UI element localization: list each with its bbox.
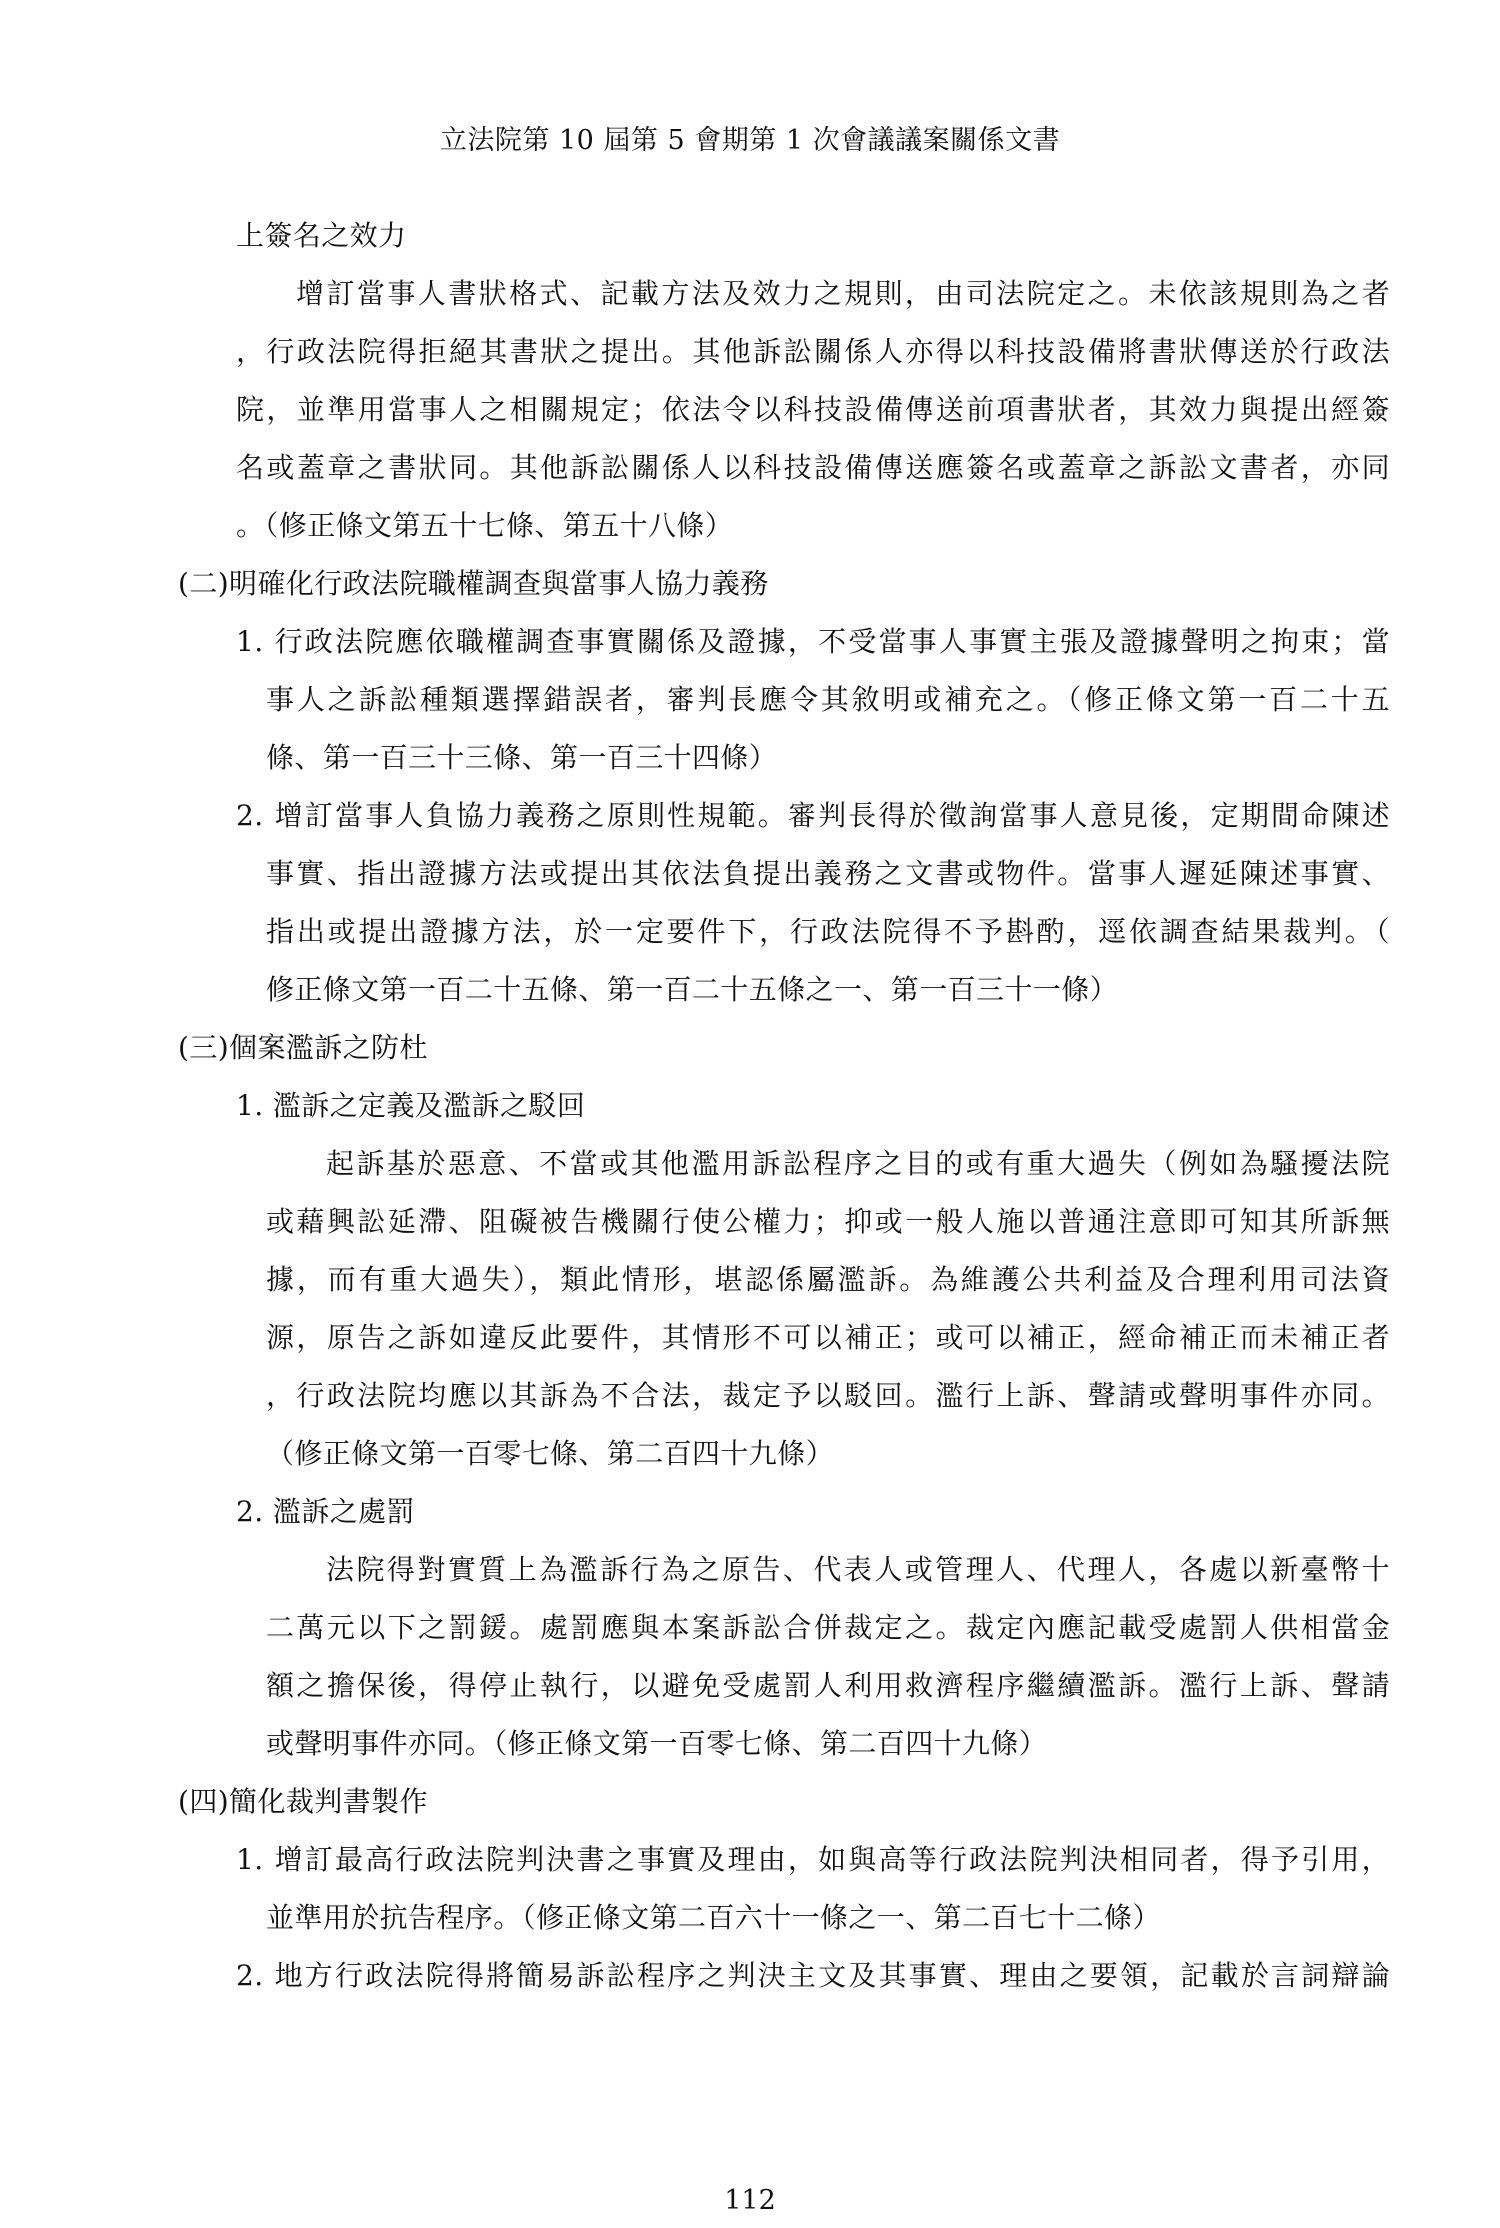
text-line: 指出或提出證據方法，於一定要件下，行政法院得不予斟酌，逕依調查結果裁判。（ [266,915,1390,948]
text-line: 增訂當事人書狀格式、記載方法及效力之規則，由司法院定之。未依該規則為之者 [296,277,1390,310]
list-item: 1. 濫訴之定義及濫訴之駁回 [236,1089,586,1122]
text-line: 。（修正條文第五十七條、第五十八條） [236,509,734,542]
section-heading: (四)簡化裁判書製作 [178,1785,428,1818]
text-line: 院，並準用當事人之相關規定；依法令以科技設備傳送前項書狀者，其效力與提出經簽 [236,393,1390,426]
page-number: 112 [724,2185,776,2216]
text-line: 修正條文第一百二十五條、第一百二十五條之一、第一百三十一條） [266,973,1119,1006]
list-item: 2. 濫訴之處罰 [236,1495,415,1528]
list-item: 1. 行政法院應依職權調查事實關係及證據，不受當事人事實主張及證據聲明之拘束；當 [236,625,1390,658]
text-line: 據，而有重大過失），類此情形，堪認係屬濫訴。為維護公共利益及合理利用司法資 [266,1263,1390,1296]
text-line: （修正條文第一百零七條、第二百四十九條） [266,1437,835,1470]
text-line: ，行政法院均應以其訴為不合法，裁定予以駁回。濫行上訴、聲請或聲明事件亦同。 [266,1379,1390,1412]
text-line: 二萬元以下之罰鍰。處罰應與本案訴訟合併裁定之。裁定內應記載受處罰人供相當金 [266,1611,1390,1644]
text-line: 額之擔保後，得停止執行，以避免受處罰人利用救濟程序繼續濫訴。濫行上訴、聲請 [266,1669,1390,1702]
text-line: 或聲明事件亦同。（修正條文第一百零七條、第二百四十九條） [266,1727,1048,1760]
text-line: 上簽名之效力 [236,219,407,252]
section-heading: (二)明確化行政法院職權調查與當事人協力義務 [178,567,769,600]
text-line: 法院得對實質上為濫訴行為之原告、代表人或管理人、代理人，各處以新臺幣十 [326,1553,1390,1586]
section-heading: (三)個案濫訴之防杜 [178,1031,428,1064]
text-line: 起訴基於惡意、不當或其他濫用訴訟程序之目的或有重大過失（例如為騷擾法院 [326,1147,1390,1180]
list-item: 2. 地方行政法院得將簡易訴訟程序之判決主文及其事實、理由之要領，記載於言詞辯論 [236,1959,1390,1992]
text-line: 名或蓋章之書狀同。其他訴訟關係人以科技設備傳送應簽名或蓋章之訴訟文書者，亦同 [236,451,1390,484]
text-line: ，行政法院得拒絕其書狀之提出。其他訴訟關係人亦得以科技設備將書狀傳送於行政法 [236,335,1390,368]
page-header: 立法院第 10 屆第 5 會期第 1 次會議議案關係文書 [439,125,1061,156]
list-item: 2. 增訂當事人負協力義務之原則性規範。審判長得於徵詢當事人意見後，定期間命陳述 [236,799,1390,832]
text-line: 並準用於抗告程序。（修正條文第二百六十一條之一、第二百七十二條） [266,1901,1161,1934]
text-line: 事人之訴訟種類選擇錯誤者，審判長應令其敘明或補充之。（修正條文第一百二十五 [266,683,1390,716]
text-line: 源，原告之訴如違反此要件，其情形不可以補正；或可以補正，經命補正而未補正者 [266,1321,1390,1354]
text-line: 條、第一百三十三條、第一百三十四條） [266,741,778,774]
text-line: 事實、指出證據方法或提出其依法負提出義務之文書或物件。當事人遲延陳述事實、 [266,857,1390,890]
list-item: 1. 增訂最高行政法院判決書之事實及理由，如與高等行政法院判決相同者，得予引用， [236,1843,1390,1876]
text-line: 或藉興訟延滯、阻礙被告機關行使公權力；抑或一般人施以普通注意即可知其所訴無 [266,1205,1390,1238]
